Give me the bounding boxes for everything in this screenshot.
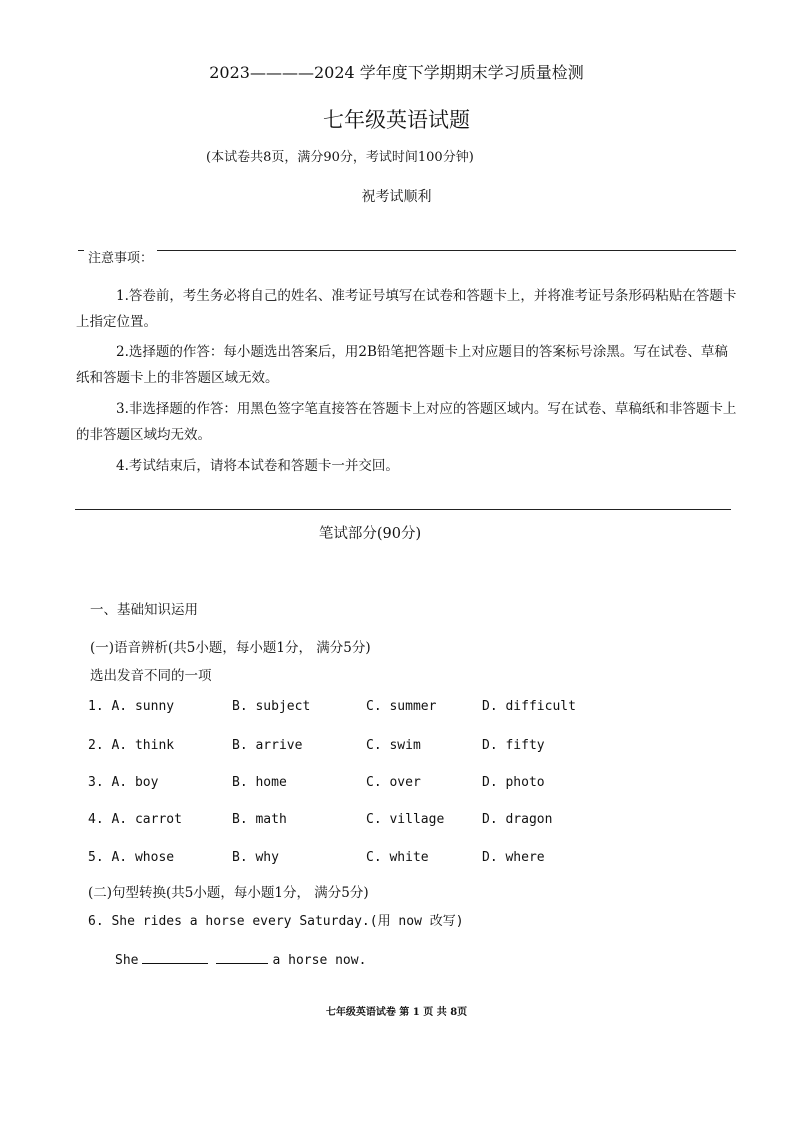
note-item-3: 3.非选择题的作答：用黑色签字笔直接答在答题卡上对应的答题区域内。写在试卷、草稿纸和非答题卡上的非答题区域均无效。 (76, 401, 737, 443)
q3-option-c: C. over (366, 775, 421, 790)
question-6-start: She (115, 953, 139, 968)
q4-option-a: 4. A. carrot (88, 812, 182, 827)
sentence-transform-title: (二)句型转换(共5小题，每小题1分， 满分5分) (88, 885, 369, 901)
written-part-title: 笔试部分(90分) (318, 526, 422, 542)
note-item-1: 1.答卷前，考生务必将自己的姓名、准考证号填写在试卷和答题卡上，并将准考证号条形码粘贴在答题卡上指定位置。 (76, 288, 737, 330)
question-row-4 (0, 812, 793, 832)
q4-option-b: B. math (232, 812, 287, 827)
phonetics-title: (一)语音辨析(共5小题，每小题1分， 满分5分) (90, 640, 371, 656)
question-6-answer-line (115, 951, 366, 968)
q3-option-a: 3. A. boy (88, 775, 159, 790)
q1-option-b: B. subject (232, 699, 311, 714)
q3-option-b: B. home (232, 775, 287, 790)
question-6-end: a horse now. (272, 953, 367, 968)
notes-top-divider (78, 250, 736, 251)
question-row-1 (0, 699, 793, 719)
exam-title: 七年级英语试题 (323, 108, 470, 132)
notes-bottom-divider (75, 509, 731, 510)
page-footer: 七年级英语试卷 第 1 页 共 8页 (325, 1007, 468, 1018)
note-item-2: 2.选择题的作答：每小题选出答案后，用2B铅笔把答题卡上对应题目的答案标号涂黑。写在试卷、草稿纸和答题卡上的非答题区域无效。 (76, 344, 728, 386)
exam-year-line: 2023————2024 学年度下学期期末学习质量检测 (209, 63, 584, 82)
q5-option-d: D. where (482, 850, 545, 865)
q5-option-b: B. why (232, 850, 279, 865)
note-item-4: 4.考试结束后，请将本试卷和答题卡一并交回。 (116, 458, 399, 474)
q3-option-d: D. photo (482, 775, 545, 790)
q2-option-b: B. arrive (232, 738, 303, 753)
section-one-title: 一、基础知识运用 (90, 602, 198, 618)
q2-option-a: 2. A. think (88, 738, 175, 753)
q2-option-c: C. swim (366, 738, 421, 753)
q4-option-c: C. village (366, 812, 445, 827)
exam-blessing: 祝考试顺利 (361, 189, 432, 205)
answer-blank-2[interactable] (216, 951, 268, 964)
q4-option-d: D. dragon (482, 812, 553, 827)
question-row-3 (0, 775, 793, 795)
question-row-2 (0, 738, 793, 758)
q1-option-d: D. difficult (482, 699, 576, 714)
answer-blank-1[interactable] (142, 951, 208, 964)
phonetics-instruction: 选出发音不同的一项 (90, 668, 212, 684)
question-row-5 (0, 850, 793, 870)
question-6-prompt: 6. She rides a horse every Saturday.(用 now 改写) (88, 914, 464, 929)
q1-option-a: 1. A. sunny (88, 699, 175, 714)
q5-option-a: 5. A. whose (88, 850, 175, 865)
q2-option-d: D. fifty (482, 738, 545, 753)
q1-option-c: C. summer (366, 699, 437, 714)
notes-title: 注意事项： (84, 247, 157, 266)
exam-info: (本试卷共8页，满分90分，考试时间100分钟) (206, 150, 474, 165)
q5-option-c: C. white (366, 850, 429, 865)
